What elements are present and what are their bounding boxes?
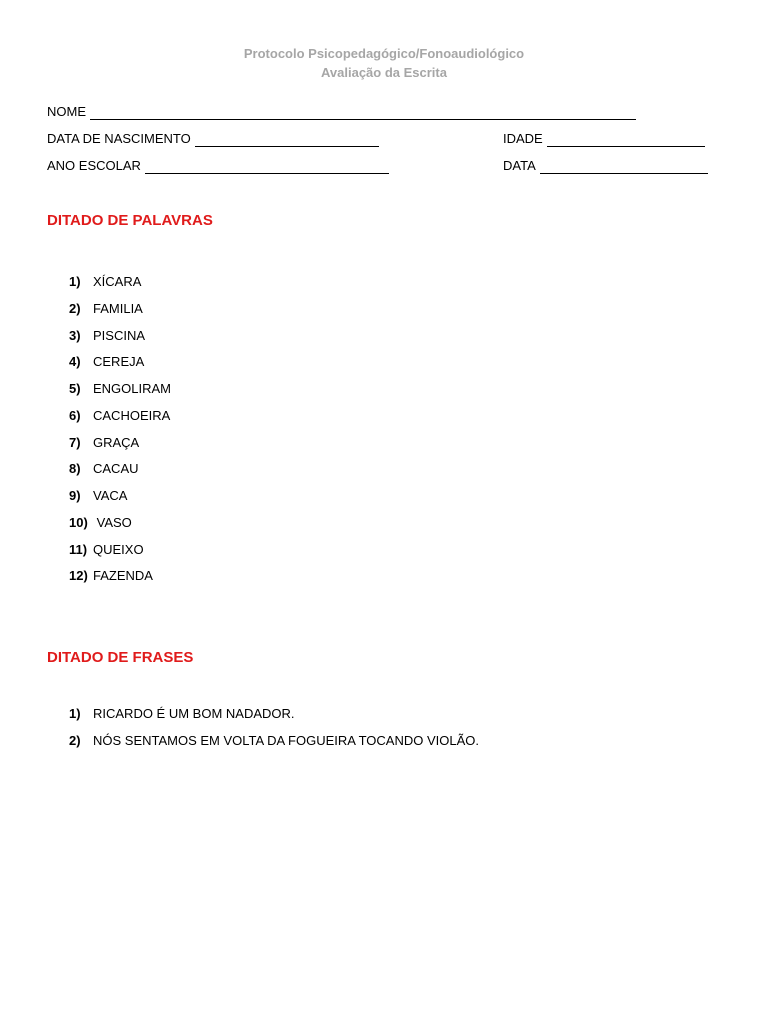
item-text: RICARDO É UM BOM NADADOR. xyxy=(93,706,295,721)
phrases-section-title: DITADO DE FRASES xyxy=(47,649,194,666)
item-text: PISCINA xyxy=(93,327,146,343)
item-text: XÍCARA xyxy=(93,274,142,289)
idade-field xyxy=(503,131,705,147)
item-number: 7) xyxy=(69,434,81,450)
data-nascimento-field xyxy=(47,131,379,147)
item-text: FAZENDA xyxy=(93,568,153,584)
words-list xyxy=(69,274,171,595)
list-item xyxy=(69,354,171,381)
item-text: CEREJA xyxy=(93,354,145,370)
data-field xyxy=(503,158,708,174)
data-line[interactable] xyxy=(540,160,708,174)
item-number: 5) xyxy=(69,381,81,396)
item-number: 1) xyxy=(69,274,81,289)
ano-escolar-line[interactable] xyxy=(145,160,389,174)
item-text: CACAU xyxy=(93,461,139,477)
list-item xyxy=(69,706,479,733)
item-number: 2) xyxy=(69,732,81,748)
item-number: 10) xyxy=(69,514,88,530)
list-item xyxy=(69,515,171,542)
idade-label: IDADE xyxy=(503,131,543,146)
item-text: FAMILIA xyxy=(93,300,143,316)
nome-line[interactable] xyxy=(90,106,636,120)
data-nascimento-label: DATA DE NASCIMENTO xyxy=(47,131,191,146)
item-number: 12) xyxy=(69,568,88,584)
list-item xyxy=(69,381,171,408)
nome-label: NOME xyxy=(47,104,86,119)
item-text: GRAÇA xyxy=(93,434,140,450)
list-item xyxy=(69,274,171,301)
data-nascimento-line[interactable] xyxy=(195,133,379,147)
list-item xyxy=(69,461,171,488)
phrases-list xyxy=(69,706,479,760)
document-header xyxy=(0,44,768,82)
list-item xyxy=(69,408,171,435)
item-number: 11) xyxy=(69,541,88,557)
item-number: 9) xyxy=(69,488,81,503)
item-number: 6) xyxy=(69,407,81,423)
list-item xyxy=(69,542,171,569)
list-item xyxy=(69,301,171,328)
header-subtitle: Avaliação da Escrita xyxy=(321,65,447,80)
item-text: QUEIXO xyxy=(93,541,144,557)
idade-line[interactable] xyxy=(547,133,705,147)
item-text: CACHOEIRA xyxy=(93,407,171,423)
list-item xyxy=(69,488,171,515)
words-section-title: DITADO DE PALAVRAS xyxy=(47,212,213,229)
item-text: VASO xyxy=(93,514,132,530)
item-number: 2) xyxy=(69,300,81,316)
header-title: Protocolo Psicopedagógico/Fonoaudiológico xyxy=(243,46,525,61)
list-item xyxy=(69,435,171,462)
item-number: 1) xyxy=(69,706,81,721)
item-text: NÓS SENTAMOS EM VOLTA DA FOGUEIRA TOCANDO VIOLÃO. xyxy=(93,732,479,748)
ano-escolar-label: ANO ESCOLAR xyxy=(47,158,141,173)
item-number: 3) xyxy=(69,327,81,343)
list-item xyxy=(69,568,171,595)
item-number: 8) xyxy=(69,461,81,477)
ano-escolar-field xyxy=(47,158,389,174)
item-text: ENGOLIRAM xyxy=(93,381,172,396)
list-item xyxy=(69,328,171,355)
item-number: 4) xyxy=(69,354,81,370)
item-text: VACA xyxy=(93,488,128,503)
list-item xyxy=(69,733,479,760)
nome-field xyxy=(47,104,636,120)
data-label: DATA xyxy=(503,158,536,173)
